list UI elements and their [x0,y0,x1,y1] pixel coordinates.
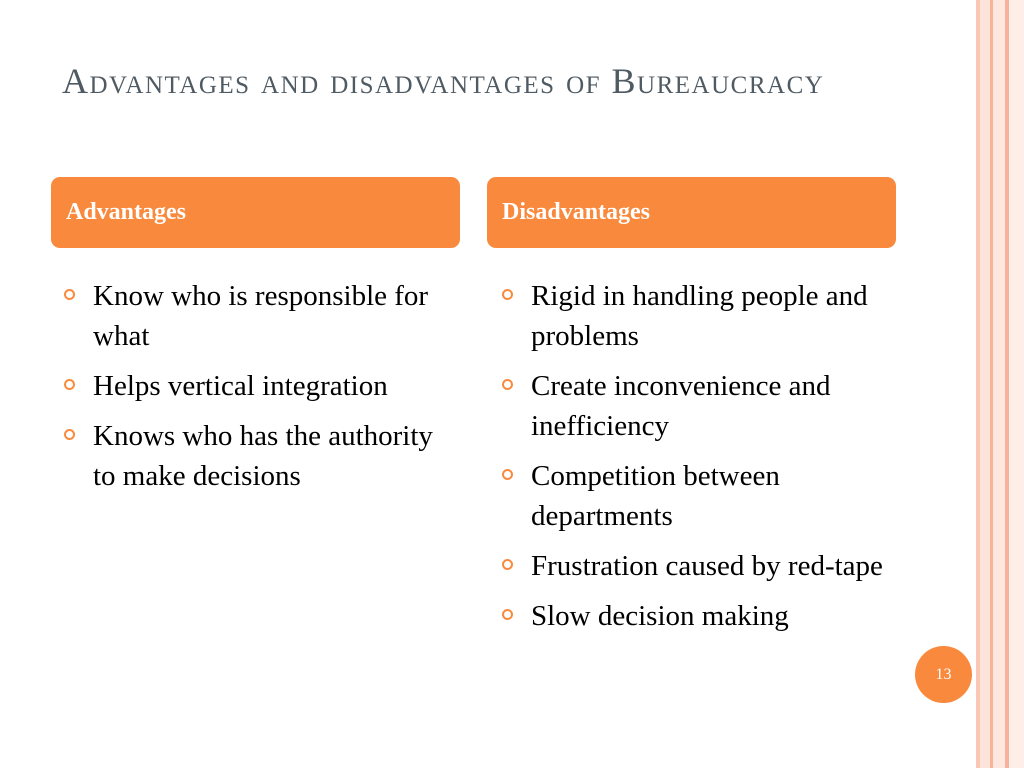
disadvantage-item-text: Create inconvenience and inefficiency [531,370,831,442]
decorative-stripe [1009,0,1024,768]
circle-bullet-icon [64,289,75,300]
circle-bullet-icon [64,379,75,390]
advantage-item-text: Knows who has the authority to make decisions [93,420,433,492]
disadvantage-item [500,456,900,536]
advantage-item [62,416,442,496]
circle-bullet-icon [502,559,513,570]
circle-bullet-icon [502,609,513,620]
advantage-item [62,366,442,406]
disadvantage-item-text: Slow decision making [531,600,789,632]
decorative-stripe [980,0,990,768]
advantages-header [51,177,460,248]
page-number-badge [915,646,972,703]
circle-bullet-icon [502,289,513,300]
disadvantage-item [500,596,900,636]
disadvantage-item-text: Rigid in handling people and problems [531,280,868,352]
disadvantage-item-text: Frustration caused by red-tape [531,550,883,582]
disadvantage-item [500,546,900,586]
circle-bullet-icon [64,429,75,440]
advantage-item [62,276,442,356]
page-number: 13 [935,665,952,683]
circle-bullet-icon [502,469,513,480]
disadvantages-header [487,177,896,248]
disadvantages-list [500,276,900,646]
disadvantage-item [500,366,900,446]
slide-title: Advantages and disadvantages of Bureaucracy [62,61,825,101]
disadvantages-header-label: Disadvantages [502,199,651,225]
advantages-list [62,276,442,506]
advantage-item-text: Helps vertical integration [93,370,388,402]
disadvantage-item [500,276,900,356]
advantage-item-text: Know who is responsible for what [93,280,429,352]
decorative-stripe [993,0,1005,768]
disadvantage-item-text: Competition between departments [531,460,780,532]
advantages-header-label: Advantages [66,199,187,225]
circle-bullet-icon [502,379,513,390]
